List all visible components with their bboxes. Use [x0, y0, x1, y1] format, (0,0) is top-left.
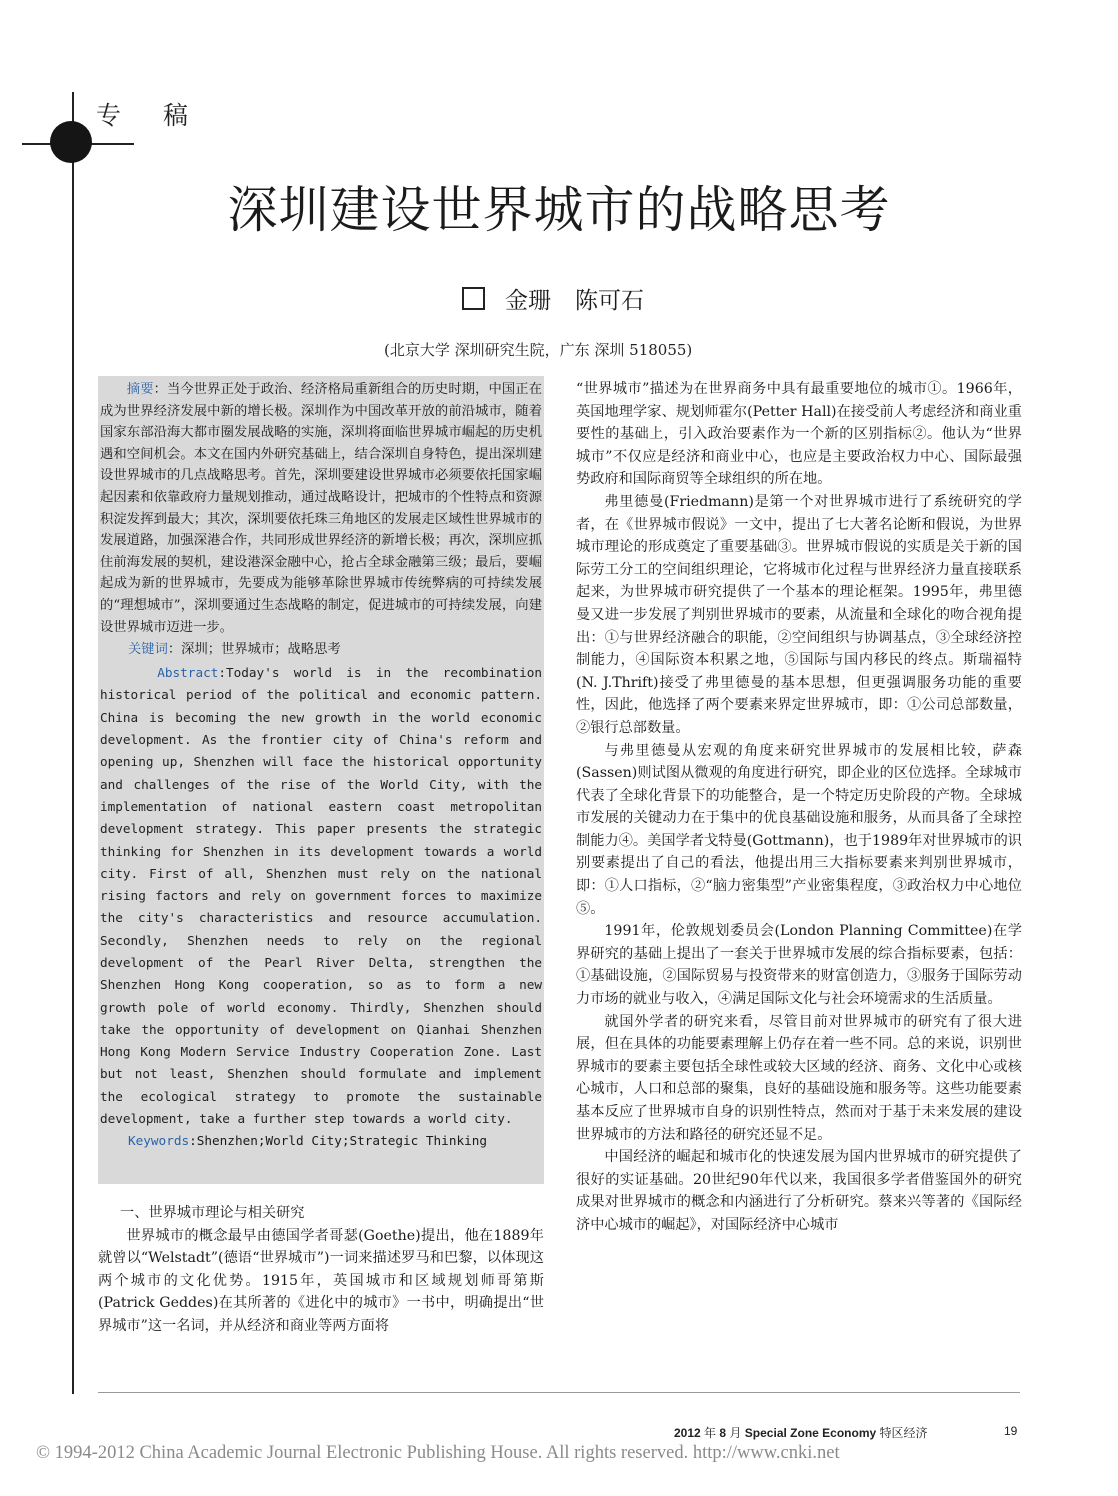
body-paragraph: 就国外学者的研究来看，尽管目前对世界城市的研究有了很大进展，但在具体的功能要素理解上仍存在着一些不同。总的来说，识别世界城市的要素主要包括全球性或较大区域的经济、商务、文化中心或核心城市，人口和总部的聚集，良好的基础设施和服务等。这些功能要素基本反应了世界城市自身的识别性特点，然而对于基于未来发展的建设世界城市的方法和路径的研究还显不足。 — [576, 1013, 1022, 1143]
author-line — [462, 282, 668, 315]
body-paragraph: 世界城市的概念最早由德国学者哥瑟(Goethe)提出，他在1889年就曾以“Welstadt”(德语“世界城市”)一词来描述罗马和巴黎，以体现这两个城市的文化优势。1915年，英国城市和区域规划师哥第斯(Patrick Geddes)在其所著的《进化中的城市》一书中，明确提出“世界城市”这一名词，并从经济和商业等两方面将 — [98, 1227, 544, 1334]
body-right-column — [576, 378, 1022, 1237]
body-paragraph: 1991年，伦敦规划委员会(London Planning Committee)在学界研究的基础上提出了一套关于世界城市发展的综合指标要素，包括：①基础设施，②国际贸易与投资带来的财富创造力，③服务于国际劳动力市场的就业与收入，④满足国际文化与社会环境需求的生活质量。 — [576, 923, 1022, 1008]
abstract-panel — [98, 376, 544, 1184]
body-paragraph: 弗里德曼(Friedmann)是第一个对世界城市进行了系统研究的学者，在《世界城市假说》一文中，提出了七大著名论断和假说，为世界城市理论的形成奠定了重要基础③。世界城市假说的实质是关于新的国际劳工分工的空间组织理论，它将城市化过程与世界经济力量直接联系起来，为世界城市研究提供了一个基本的理论框架。1995年，弗里德曼又进一步发展了判别世界城市的要素，从流量和全球化的吻合视角提出：①与世界经济融合的职能，②空间组织与协调基点，③全球经济控制能力，④国际资本积累之地，⑤国际与国内移民的终点。斯瑞福特(N. J.Thrift)接受了弗里德曼的基本思想，但更强调服务功能的重要性，因此，他选择了两个要素来界定世界城市，即：①公司总部数量，②银行总部数量。 — [576, 493, 1022, 736]
page-number: 19 — [1004, 1424, 1018, 1438]
footer-journal — [674, 1424, 928, 1441]
abstract-en — [100, 662, 542, 1130]
abstract-en-label: Abstract — [157, 665, 219, 681]
abstract-cn — [100, 379, 542, 638]
footer-journal-en: Special Zone Economy — [744, 1426, 877, 1440]
keywords-cn-text: ：深圳；世界城市；战略思考 — [167, 642, 341, 658]
author-name: 陈可石 — [575, 288, 644, 314]
keywords-cn-label: 关键词 — [128, 642, 168, 658]
body-left-column — [98, 1202, 544, 1338]
keywords-en-label: Keywords — [128, 1133, 190, 1149]
author-name: 金珊 — [505, 288, 551, 314]
footer-month: 8 — [719, 1426, 727, 1440]
author-box-icon — [462, 287, 485, 310]
keywords-en — [100, 1130, 542, 1152]
body-paragraph: 与弗里德曼从宏观的角度来研究世界城市的发展相比较，萨森(Sassen)则试图从微观的角度进行研究，即企业的区位选择。全球城市代表了全球化背景下的功能整合，是一个特定历史阶段的产物。全球城市发展的关键动力在于集中的优良基础设施和服务，从而具备了全球控制能力④。美国学者戈特曼(Gottmann)，也于1989年对世界城市的识别要素提出了自己的看法，他提出用三大指标要素来判别世界城市，即：①人口指标，②“脑力密集型”产业密集程度，③政治权力中心地位⑤。 — [576, 742, 1022, 917]
footer-journal-cn: 特区经济 — [879, 1426, 928, 1440]
affiliation: (北京大学 深圳研究生院，广东 深圳 518055) — [384, 341, 693, 359]
keywords-en-text: :Shenzhen;World City;Strategic Thinking — [189, 1133, 488, 1149]
article-title: 深圳建设世界城市的战略思考 — [227, 181, 891, 239]
section-marker-dot — [50, 121, 92, 163]
section-heading: 一、世界城市理论与相关研究 — [120, 1205, 305, 1221]
section-label: 专稿 — [96, 101, 231, 130]
abstract-cn-text: ：当今世界正处于政治、经济格局重新组合的历史时期，中国正在成为世界经济发展中新的增长极。深圳作为中国改革开放的前沿城市，随着国家东部沿海大都市圈发展战略的实施，深圳将面临世界城市崛起的历史机遇和空间机会。本文在国内外研究基础上，结合深圳自身特色，提出深圳建设世界城市的几点战略思考。首先，深圳要建设世界城市必须要依托国家崛起因素和依靠政府力量规划推动，通过战略设计，把城市的个性特点和资源积淀发挥到最大；其次，深圳要依托珠三角地区的发展走区域性世界城市的发展道路，加强深港合作，共同形成世界经济的新增长极；再次，深圳应抓住前海发展的契机，建设港深金融中心，抢占全球金融第三级；最后，要崛起成为新的世界城市，先要成为能够革除世界城市传统弊病的可持续发展的“理想城市”，深圳要通过生态战略的制定，促进城市的可持续发展，向建设世界城市迈进一步。 — [100, 382, 543, 635]
copyright-notice: © 1994-2012 China Academic Journal Electronic Publishing House. All rights reserved. http://www.cnki.net — [36, 1443, 840, 1463]
margin-vertical-rule — [72, 92, 74, 1394]
body-paragraph: 中国经济的崛起和城市化的快速发展为国内世界城市的研究提供了很好的实证基础。20世纪90年代以来，我国很多学者借鉴国外的研究成果对世界城市的概念和内涵进行了分析研究。蔡来兴等著的《国际经济中心城市的崛起》，对国际经济中心城市 — [576, 1149, 1022, 1233]
footer-year: 2012 — [674, 1426, 701, 1440]
body-paragraph: “世界城市”描述为在世界商务中具有最重要地位的城市①。1966年，英国地理学家、规划师霍尔(Petter Hall)在接受前人考虑经济和商业重要性的基础上，引入政治要素作为一个新的区别指标②。他认为“世界城市”不仅应是经济和商业中心，也应是主要政治权力中心、国际最强势政府和国际商贸等全球组织的所在地。 — [576, 381, 1022, 488]
keywords-cn — [100, 638, 542, 662]
abstract-en-text: :Today's world is in the recombination historical period of the political and economic pattern. China is becoming the new growth in the world economic development. As the frontier city of China's reform and opening up, Shenzhen will face the historical opportunity and challenges of the rise of the World City, with the implementation of national eastern coast metropolitan development strategy. This paper presents the strategic thinking for Shenzhen in its development towards a world city. First of all, Shenzhen must rely on the national rising factors and rely on government forces to maximize the city's characteristics and resource accumulation. Secondly, Shenzhen needs to rely on the regional development of the Pearl River Delta, strengthen the Shenzhen Hong Kong cooperation, so as to form a new growth pole of world economy. Thirdly, Shenzhen should take the opportunity of development on Qianhai Shenzhen Hong Kong Modern Service Industry Cooperation Zone. Last but not least, Shenzhen should formulate and implement the ecological strategy to promote the sustainable development, take a further step towards a world city. — [100, 665, 542, 1127]
abstract-cn-label: 摘要 — [126, 382, 154, 397]
footer-month-unit: 月 — [729, 1426, 742, 1440]
footer-rule — [98, 1392, 1020, 1393]
footer-year-unit: 年 — [704, 1426, 717, 1440]
